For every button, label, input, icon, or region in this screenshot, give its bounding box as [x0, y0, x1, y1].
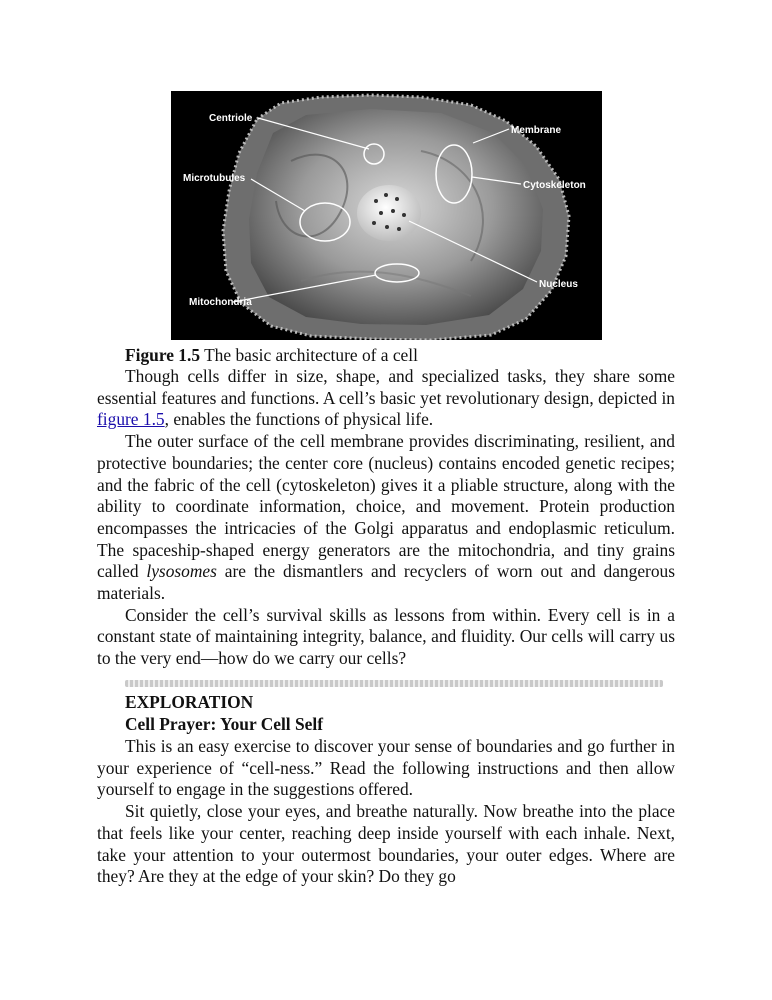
paragraph-3: Consider the cell’s survival skills as lessons from within. Every cell is in a constant state of maintaining integrity, balance, and fluidity. Our cells will carry us to the very end—how do we carry our cells? — [97, 604, 675, 669]
label-mitochondria: Mitochondria — [189, 297, 252, 308]
label-membrane: Membrane — [511, 125, 562, 136]
lysosomes-term: lysosomes — [146, 561, 217, 582]
nucleus-shape — [357, 185, 421, 241]
exploration-heading: EXPLORATION — [125, 692, 254, 712]
label-cytoskeleton: Cytoskeleton — [523, 180, 586, 191]
exploration-paragraph-1: This is an easy exercise to discover your sense of boundaries and go further in your experience of “cell-ness.” Read the following instructions and then allow yourself to engage in the suggestions offered. — [97, 736, 675, 800]
label-nucleus: Nucleus — [539, 279, 578, 290]
body-text-section-1 — [97, 366, 675, 670]
body-text-section-2 — [97, 736, 675, 888]
label-microtubules: Microtubules — [183, 173, 246, 184]
figure-link[interactable]: figure 1.5 — [97, 409, 165, 430]
paragraph-2 — [97, 431, 675, 605]
figure-caption — [125, 345, 418, 366]
exploration-subheading: Cell Prayer: Your Cell Self — [125, 714, 324, 734]
paragraph-1-text-b: , enables the functions of physical life. — [164, 409, 434, 430]
exploration-paragraph-2: Sit quietly, close your eyes, and breathe naturally. Now breathe into the place that feels like your center, reaching deep inside yourself with each inhale. Next, take your attention to your outermost boundaries, your outer edges. Where are they? Are they at the edge of your skin? Do they go — [97, 801, 675, 887]
paragraph-1 — [97, 366, 675, 431]
label-centriole: Centriole — [209, 113, 253, 124]
paragraph-1-text-a: Though cells differ in size, shape, and specialized tasks, they share some essential features and functions. A cell’s basic yet revolutionary design, depicted in — [97, 366, 675, 408]
caption-text: The basic architecture of a cell — [200, 345, 418, 365]
cell-architecture-figure — [171, 91, 602, 340]
caption-label: Figure 1.5 — [125, 345, 201, 365]
section-divider — [125, 680, 663, 687]
paragraph-2-text-a: The outer surface of the cell membrane provides discriminating, resilient, and protective boundaries; the center core (nucleus) contains encoded genetic recipes; and the fabric of the cell (cytoskeleton) gives it a pliable structure, along with the ability to coordinate information, choice, and movement. Protein production encompasses the intricacies of the Golgi apparatus and endoplasmic reticulum. The spaceship-shaped energy generators are the mitochondria, and tiny grains called — [97, 431, 675, 582]
paragraph-2-text-b: are the dismantlers and recyclers of worn out and dangerous materials. — [97, 561, 675, 604]
